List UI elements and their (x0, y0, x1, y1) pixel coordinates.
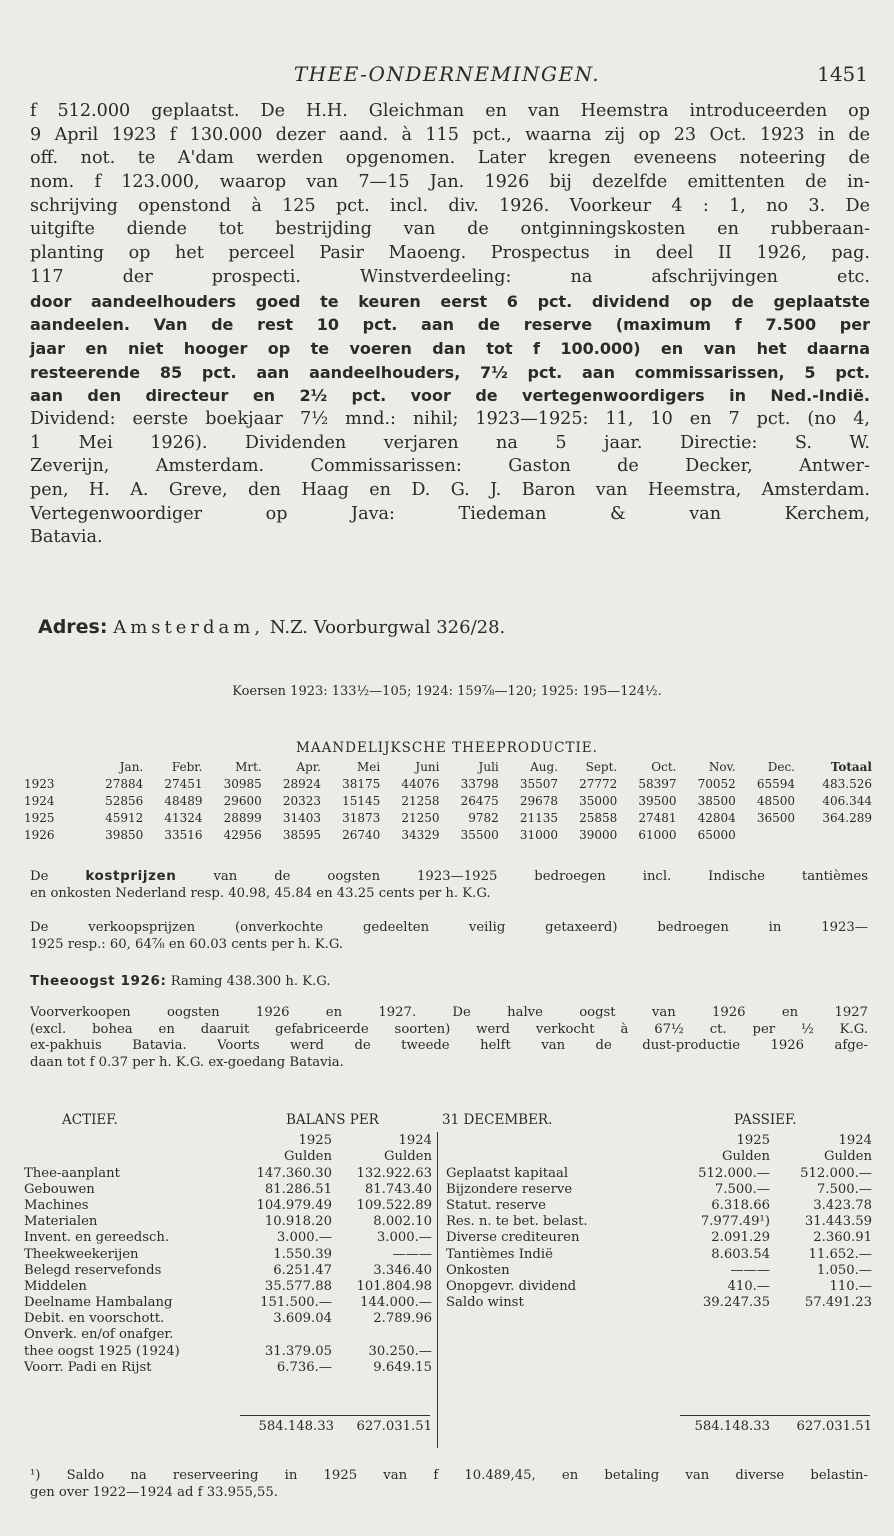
production-value: 39500 (638, 793, 677, 808)
balance-value-previous: 110.— (829, 1278, 872, 1294)
text-line: ex-pakhuis Batavia. Voorts werd de tweede helft van de dust-productie 1926 afge- (30, 1038, 868, 1053)
production-value: 27451 (164, 776, 203, 791)
production-value: 38500 (697, 793, 736, 808)
balance-item (446, 1164, 684, 1180)
month-header: Oct. (651, 759, 677, 774)
text-line: 9 April 1923 f 130.000 dezer aand. à 115 pct., waarna zij op 23 Oct. 1923 in de (30, 124, 870, 145)
production-title: MAANDELIJKSCHE THEEPRODUCTIE. (296, 740, 598, 756)
month-header: Mrt. (235, 759, 262, 774)
text-line: en onkosten Nederland resp. 40.98, 45.84 en 43.25 cents per h. K.G. (30, 885, 491, 901)
text-line: Batavia. (30, 527, 103, 548)
text-line: nom. f 123.000, waarop van 7—15 Jan. 1926 bij dezelfde emittenten de in- (30, 172, 870, 193)
balance-value-previous: 132.922.63 (356, 1165, 432, 1181)
balance-row (446, 1294, 872, 1310)
balance-row (446, 1197, 872, 1213)
production-value: 39850 (105, 827, 144, 842)
production-value: 58397 (638, 776, 677, 791)
address-label: Adres: (38, 616, 108, 638)
balance-item (24, 1326, 246, 1342)
address-city: Amsterdam, (113, 617, 265, 638)
production-value: 21135 (519, 810, 558, 825)
note-verkoopsprijzen (30, 920, 868, 953)
production-value: 70052 (697, 776, 736, 791)
unit-header: Gulden (824, 1149, 872, 1165)
text-line: resteerende 85 pct. aan aandeelhouders, 7½ pct. aan commissarissen, 5 pct. (30, 362, 870, 382)
balance-item (446, 1197, 684, 1213)
balance-title-left: BALANS PER (286, 1112, 379, 1128)
production-value: 28899 (223, 810, 262, 825)
actief-total-a: 584.148.33 (258, 1419, 334, 1434)
balance-value-previous: 57.491.23 (804, 1295, 872, 1311)
production-header-row (24, 758, 872, 775)
passief-table (446, 1132, 872, 1310)
actief-table (24, 1132, 432, 1375)
month-header: Nov. (708, 759, 736, 774)
balance-value-previous: 109.522.89 (356, 1197, 432, 1213)
balance-value-current: ——— (730, 1262, 770, 1278)
production-value: 25858 (579, 810, 618, 825)
production-value: 38175 (342, 776, 381, 791)
note-kostprijzen (30, 868, 868, 902)
balance-item (24, 1197, 246, 1213)
balance-value-previous (332, 1326, 432, 1342)
production-value: 364.289 (822, 810, 872, 825)
production-value: 35507 (519, 776, 558, 791)
month-header: Aug. (530, 759, 558, 774)
production-year: 1926 (24, 827, 55, 842)
production-value: 31403 (282, 810, 321, 825)
balance-item-label: Middelen (24, 1278, 87, 1294)
balance-value-previous: 101.804.98 (356, 1278, 432, 1294)
production-value: 27884 (105, 776, 144, 791)
production-value: 15145 (342, 793, 381, 808)
passief-total-b: 627.031.51 (796, 1419, 872, 1434)
text-line: jaar en niet hooger op te voeren dan tot f 100.000) en van het daarna (30, 338, 870, 358)
month-header: Apr. (296, 759, 321, 774)
production-value: 20323 (282, 793, 321, 808)
balance-value-current: 104.979.49 (256, 1197, 332, 1213)
balance-value-current: 35.577.88 (264, 1278, 332, 1294)
balance-value-current: 7.977.49¹) (700, 1214, 770, 1230)
balance-row (446, 1164, 872, 1180)
balance-item (24, 1342, 246, 1358)
month-header: Juni (415, 759, 440, 774)
text-line: gen over 1922—1924 ad f 33.955,55. (30, 1485, 278, 1500)
balance-item-label: Machines (24, 1197, 89, 1213)
balance-item-label: Invent. en gereedsch. (24, 1230, 170, 1246)
text-line: aandeelen. Van de rest 10 pct. aan de reserve (maximum f 7.500 per (30, 315, 870, 335)
balance-item (24, 1262, 246, 1278)
balance-item (446, 1245, 684, 1261)
passief-total-a: 584.148.33 (694, 1419, 770, 1434)
production-value (795, 826, 872, 843)
balance-value-current: 6.318.66 (711, 1197, 770, 1213)
balance-value-previous: 2.789.96 (373, 1311, 432, 1327)
production-row (24, 826, 872, 843)
text-line: planting op het perceel Pasir Maoeng. Prospectus in deel II 1926, pag. (30, 243, 870, 264)
balance-row (24, 1310, 432, 1326)
balance-value-previous: 30.250.— (368, 1343, 432, 1359)
actief-total-rule (240, 1415, 430, 1416)
balance-divider (437, 1132, 438, 1448)
balance-item-label: Materialen (24, 1214, 98, 1230)
production-value: 28924 (282, 776, 321, 791)
text-line: 117 der prospecti. Winstverdeeling: na afschrijvingen etc. (30, 266, 870, 287)
year-row (446, 1132, 872, 1148)
production-value: 33516 (164, 827, 203, 842)
balance-value-previous: 3.000.— (376, 1230, 432, 1246)
text-line: uitgifte diende tot bestrijding van de ontginningskosten en rubberaan- (30, 219, 870, 240)
balance-item-label: Res. n. te bet. belast. (446, 1214, 588, 1230)
passief-total-rule (680, 1415, 870, 1416)
year-header: 1925 (736, 1133, 770, 1149)
production-value: 38595 (282, 827, 321, 842)
balance-heading (0, 1112, 894, 1132)
text-line: schrijving openstond à 125 pct. incl. div. 1926. Voorkeur 4 : 1, no 3. De (30, 195, 870, 216)
text-line: aan den directeur en 2½ pct. voor de vertegenwoordigers in Ned.-Indië. (30, 386, 870, 406)
balance-value-previous: 81.743.40 (364, 1181, 432, 1197)
price-history: Koersen 1923: 133½—105; 1924: 159⅞—120; 1925: 195—124½. (232, 684, 662, 699)
balance-item (446, 1229, 684, 1245)
balance-item (24, 1278, 246, 1294)
year-header: 1925 (298, 1133, 332, 1149)
balance-value-previous: 11.652.— (808, 1246, 872, 1262)
production-value: 27772 (579, 776, 618, 791)
text-line: ¹) Saldo na reserveering in 1925 van f 10.489,45, en betaling van diverse belastin- (30, 1468, 868, 1483)
year-row (24, 1132, 432, 1148)
production-value: 26475 (460, 793, 499, 808)
balance-item-label: Gebouwen (24, 1181, 95, 1197)
balance-value-current: 512.000.— (698, 1165, 770, 1181)
balance-item-label: Theekweekerijen (24, 1246, 139, 1262)
month-header: Mei (357, 759, 381, 774)
balance-item-label: Geplaatst kapitaal (446, 1165, 569, 1181)
production-row (24, 775, 872, 792)
note-voorverkoopen (30, 1005, 868, 1071)
balance-item-label: Onopgevr. dividend (446, 1278, 577, 1294)
production-year: 1924 (24, 793, 55, 808)
production-value: 65594 (756, 776, 795, 791)
balance-row (446, 1262, 872, 1278)
balance-value-previous: 1.050.— (816, 1262, 872, 1278)
balance-item (24, 1294, 246, 1310)
balance-item (446, 1294, 684, 1310)
text-line: off. not. te A'dam werden opgenomen. Later kregen eveneens noteering de (30, 148, 870, 169)
balance-value-previous: 3.346.40 (373, 1262, 432, 1278)
month-header: Juli (478, 759, 499, 774)
balance-row (24, 1294, 432, 1310)
text-line: daan tot f 0.37 per h. K.G. ex-goedang Batavia. (30, 1054, 344, 1070)
production-value: 48489 (164, 793, 203, 808)
production-value: 35000 (579, 793, 618, 808)
balance-value-previous: 3.423.78 (813, 1197, 872, 1213)
balance-row (446, 1278, 872, 1294)
month-header: Dec. (767, 759, 795, 774)
balance-value-current: 10.918.20 (264, 1214, 332, 1230)
production-value: 21250 (401, 810, 440, 825)
balance-row (24, 1197, 432, 1213)
balance-item (446, 1213, 684, 1229)
balance-row (24, 1229, 432, 1245)
month-header: Sept. (585, 759, 618, 774)
production-value: 30985 (223, 776, 262, 791)
year-header: 1924 (838, 1133, 872, 1149)
running-title: THEE-ONDERNEMINGEN. (293, 62, 601, 86)
balance-item-label: Saldo winst (446, 1295, 524, 1311)
total-header: Totaal (830, 759, 872, 774)
balance-value-current: 31.379.05 (264, 1343, 332, 1359)
text-line: f 512.000 geplaatst. De H.H. Gleichman en van Heemstra introduceerden op (30, 101, 870, 121)
unit-row (24, 1148, 432, 1164)
text-line: (excl. bohea en daaruit gefabriceerde soorten) werd verkocht à 67½ ct. per ½ K.G. (30, 1021, 868, 1037)
balance-value-current: 6.251.47 (273, 1262, 332, 1278)
production-value: 406.344 (822, 793, 872, 808)
balance-title-right: 31 DECEMBER. (442, 1112, 553, 1128)
balance-row (24, 1278, 432, 1294)
balance-row (24, 1262, 432, 1278)
balance-item-label: Debit. en voorschott. (24, 1311, 165, 1327)
balance-row (24, 1164, 432, 1180)
balance-item (24, 1181, 246, 1197)
unit-header: Gulden (722, 1149, 770, 1165)
production-row (24, 809, 872, 826)
text-line: Voorverkoopen oogsten 1926 en 1927. De halve oogst van 1926 en 1927 (30, 1005, 868, 1020)
production-value: 45912 (105, 810, 144, 825)
balance-item-label: Diverse crediteuren (446, 1230, 580, 1246)
balance-row (24, 1245, 432, 1261)
balance-item-label: thee oogst 1925 (1924) (24, 1343, 180, 1359)
text-line: pen, H. A. Greve, den Haag en D. G. J. Baron van Heemstra, Amsterdam. (30, 480, 870, 500)
balance-item (24, 1245, 246, 1261)
balance-value-current: 81.286.51 (264, 1181, 332, 1197)
company-description (30, 100, 870, 550)
production-value: 34329 (401, 827, 440, 842)
bold-term: kostprijzen (85, 868, 177, 884)
balance-item (24, 1310, 246, 1326)
production-value: 21258 (401, 793, 440, 808)
unit-header: Gulden (384, 1149, 432, 1165)
balance-item-label: Tantièmes Indië (446, 1246, 553, 1262)
balance-item (446, 1278, 684, 1294)
balance-value-current: 3.000.— (276, 1230, 332, 1246)
production-value: 29600 (223, 793, 262, 808)
address-street: N.Z. Voorburgwal 326/28. (269, 617, 506, 638)
production-value: 35500 (460, 827, 499, 842)
balance-row (24, 1342, 432, 1358)
balance-value-previous: 7.500.— (816, 1181, 872, 1197)
balance-row (446, 1181, 872, 1197)
balance-item-label: Statut. reserve (446, 1197, 546, 1213)
balance-value-current: 410.— (727, 1278, 770, 1294)
production-year: 1923 (24, 776, 55, 791)
balance-row (24, 1326, 432, 1342)
balance-value-previous: 31.443.59 (804, 1214, 872, 1230)
production-value: 26740 (342, 827, 381, 842)
balance-row (24, 1213, 432, 1229)
production-value: 44076 (401, 776, 440, 791)
balance-value-previous: 512.000.— (800, 1165, 872, 1181)
text-line: door aandeelhouders goed te keuren eerst 6 pct. dividend op de geplaatste (30, 291, 870, 311)
theeoogst-text: Raming 438.300 h. K.G. (170, 974, 331, 989)
balance-item-label: Deelname Hambalang (24, 1295, 173, 1311)
balance-item (446, 1181, 684, 1197)
balance-row (24, 1359, 432, 1375)
footnote (30, 1467, 868, 1501)
text-line: 1 Mei 1926). Dividenden verjaren na 5 jaar. Directie: S. W. (30, 432, 870, 453)
balance-item-label: Onkosten (446, 1262, 510, 1278)
balance-value-current (246, 1326, 332, 1342)
text-line: De kostprijzen van de oogsten 1923—1925 bedroegen incl. Indische tantièmes (30, 868, 868, 884)
balance-item (446, 1262, 684, 1278)
unit-header: Gulden (284, 1149, 332, 1165)
month-header: Jan. (119, 759, 144, 774)
balance-value-current: 3.609.04 (273, 1311, 332, 1327)
balance-value-current: 7.500.— (714, 1181, 770, 1197)
balance-item-label: Onverk. en/of onafger. (24, 1327, 174, 1343)
balance-item-label: Belegd reservefonds (24, 1262, 162, 1278)
page-number: 1451 (817, 62, 868, 86)
balance-row (446, 1245, 872, 1261)
balance-row (446, 1229, 872, 1245)
production-value: 31000 (519, 827, 558, 842)
text-line: 1925 resp.: 60, 64⅞ en 60.03 cents per h. K.G. (30, 936, 344, 952)
production-value: 52856 (105, 793, 144, 808)
production-value: 65000 (697, 827, 736, 842)
balance-item-label: Voorr. Padi en Rijst (24, 1359, 152, 1375)
actief-label: ACTIEF. (62, 1112, 118, 1128)
production-value: 42956 (223, 827, 262, 842)
production-table (24, 758, 872, 843)
month-header: Febr. (171, 759, 203, 774)
text-line: Dividend: eerste boekjaar 7½ mnd.: nihil; 1923—1925: 11, 10 en 7 pct. (no 4, (30, 408, 870, 429)
production-value: 33798 (460, 776, 499, 791)
text-line: Vertegenwoordiger op Java: Tiedeman & van Kerchem, (30, 503, 870, 524)
text-line: Zeverijn, Amsterdam. Commissarissen: Gaston de Decker, Antwer- (30, 456, 870, 477)
balance-value-previous: 144.000.— (360, 1295, 432, 1311)
balance-value-current: 147.360.30 (256, 1165, 332, 1181)
production-value: 41324 (164, 810, 203, 825)
balance-value-current: 6.736.— (276, 1359, 332, 1375)
production-value: 483.526 (822, 776, 872, 791)
balance-value-current: 2.091.29 (711, 1230, 770, 1246)
note-theeoogst (30, 973, 868, 991)
production-value: 29678 (519, 793, 558, 808)
balance-value-previous: ——— (392, 1246, 432, 1262)
balance-value-current: 39.247.35 (702, 1295, 770, 1311)
production-value: 48500 (756, 793, 795, 808)
production-value: 27481 (638, 810, 677, 825)
balance-value-previous: 2.360.91 (813, 1230, 872, 1246)
unit-row (446, 1148, 872, 1164)
production-value: 9782 (468, 810, 499, 825)
text-line: De verkoopsprijzen (onverkochte gedeelten veilig getaxeerd) bedroegen in 1923— (30, 920, 868, 935)
production-value: 39000 (579, 827, 618, 842)
address-line (38, 616, 505, 638)
production-year: 1925 (24, 810, 55, 825)
production-value (736, 826, 795, 843)
balance-value-previous: 8.002.10 (373, 1214, 432, 1230)
balance-item (24, 1213, 246, 1229)
balance-value-current: 8.603.54 (711, 1246, 770, 1262)
balance-row (446, 1213, 872, 1229)
balance-row (24, 1181, 432, 1197)
theeoogst-label: Theeoogst 1926: (30, 973, 167, 989)
production-row (24, 792, 872, 809)
balance-item-label: Bijzondere reserve (446, 1181, 573, 1197)
balance-value-current: 1.550.39 (273, 1246, 332, 1262)
balance-value-previous: 9.649.15 (373, 1359, 432, 1375)
production-value: 42804 (697, 810, 736, 825)
production-value: 61000 (638, 827, 677, 842)
balance-value-current: 151.500.— (260, 1295, 332, 1311)
production-value: 31873 (342, 810, 381, 825)
passief-label: PASSIEF. (734, 1112, 797, 1128)
balance-item (24, 1164, 246, 1180)
year-header: 1924 (398, 1133, 432, 1149)
balance-item (24, 1229, 246, 1245)
running-header (0, 62, 894, 88)
actief-total-b: 627.031.51 (356, 1419, 432, 1434)
production-value: 36500 (756, 810, 795, 825)
balance-item (24, 1359, 246, 1375)
balance-item-label: Thee-aanplant (24, 1165, 120, 1181)
